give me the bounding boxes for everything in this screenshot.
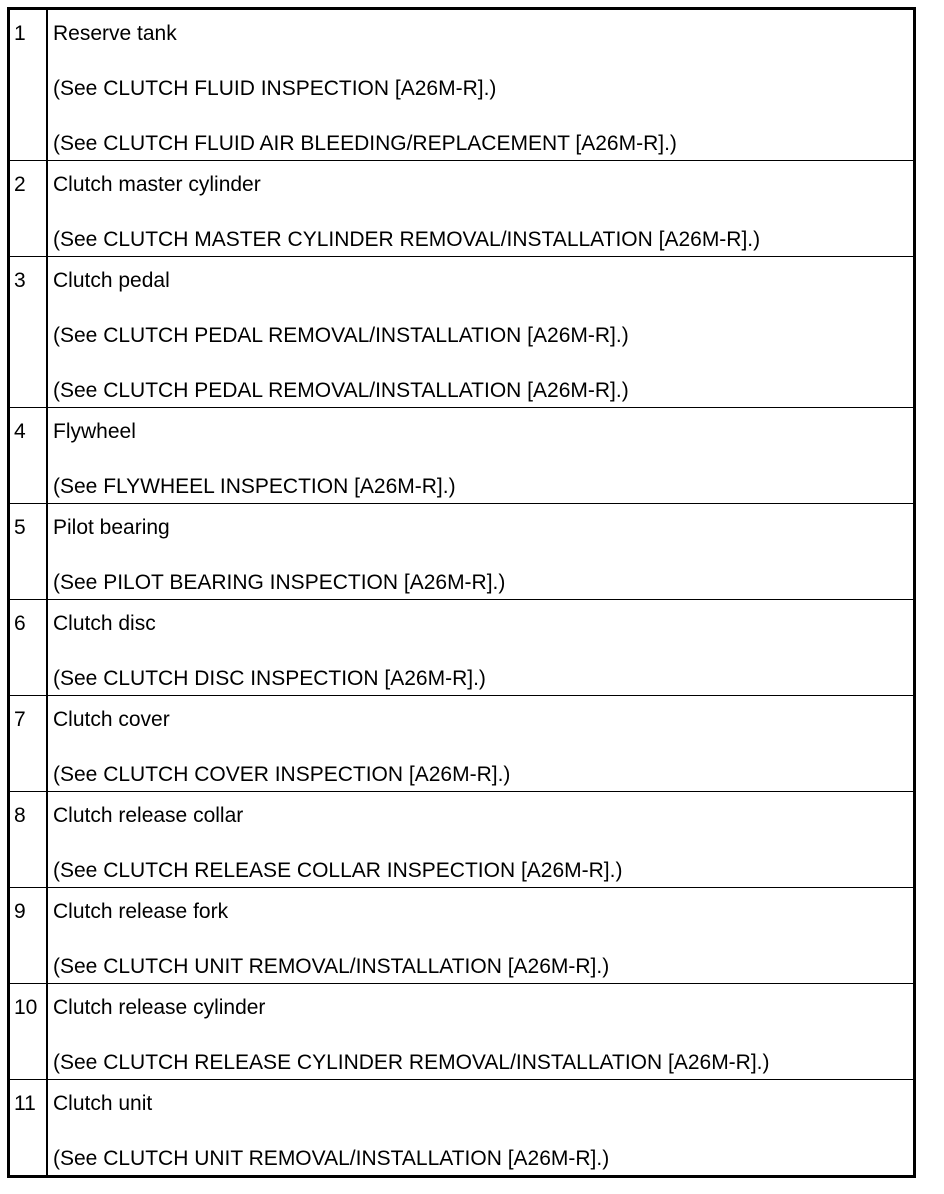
table-row — [9, 408, 915, 504]
part-name: Clutch pedal — [53, 269, 170, 292]
table-row — [9, 1080, 915, 1177]
part-name: Pilot bearing — [53, 516, 170, 539]
table-row — [9, 161, 915, 257]
table-row — [9, 600, 915, 696]
part-name: Clutch unit — [53, 1092, 153, 1115]
reference-link[interactable]: (See CLUTCH RELEASE CYLINDER REMOVAL/INSTALLATION [A26M-R].) — [53, 1051, 770, 1074]
table-row — [9, 257, 915, 408]
item-description — [47, 504, 915, 600]
part-name: Clutch master cylinder — [53, 173, 261, 196]
item-description — [47, 600, 915, 696]
part-name: Reserve tank — [53, 22, 177, 45]
parts-table — [7, 7, 916, 1178]
part-name: Clutch release fork — [53, 900, 229, 923]
table-row — [9, 9, 915, 161]
item-description — [47, 408, 915, 504]
reference-link[interactable]: (See CLUTCH DISC INSPECTION [A26M-R].) — [53, 667, 486, 690]
part-name: Flywheel — [53, 420, 136, 443]
reference-link[interactable]: (See CLUTCH FLUID INSPECTION [A26M-R].) — [53, 77, 497, 100]
table-row — [9, 696, 915, 792]
reference-link[interactable]: (See CLUTCH COVER INSPECTION [A26M-R].) — [53, 763, 511, 786]
table-row — [9, 504, 915, 600]
item-number: 5 — [9, 504, 48, 600]
table-row — [9, 888, 915, 984]
item-description — [47, 161, 915, 257]
item-number: 3 — [9, 257, 48, 408]
part-name: Clutch cover — [53, 708, 170, 731]
parts-table-body — [9, 9, 915, 1177]
item-number: 4 — [9, 408, 48, 504]
reference-link[interactable]: (See CLUTCH UNIT REMOVAL/INSTALLATION [A26M-R].) — [53, 1147, 610, 1170]
reference-link[interactable]: (See CLUTCH UNIT REMOVAL/INSTALLATION [A26M-R].) — [53, 955, 610, 978]
item-description — [47, 9, 915, 161]
item-number: 6 — [9, 600, 48, 696]
item-description — [47, 792, 915, 888]
reference-link[interactable]: (See CLUTCH MASTER CYLINDER REMOVAL/INSTALLATION [A26M-R].) — [53, 228, 761, 251]
item-description — [47, 1080, 915, 1177]
table-row — [9, 792, 915, 888]
item-number: 10 — [9, 984, 48, 1080]
reference-link[interactable]: (See CLUTCH FLUID AIR BLEEDING/REPLACEMENT [A26M-R].) — [53, 132, 677, 155]
item-number: 11 — [9, 1080, 48, 1177]
item-number: 2 — [9, 161, 48, 257]
part-name: Clutch release collar — [53, 804, 244, 827]
reference-link[interactable]: (See FLYWHEEL INSPECTION [A26M-R].) — [53, 475, 456, 498]
table-row — [9, 984, 915, 1080]
reference-link[interactable]: (See PILOT BEARING INSPECTION [A26M-R].) — [53, 571, 506, 594]
reference-link[interactable]: (See CLUTCH PEDAL REMOVAL/INSTALLATION [A26M-R].) — [53, 324, 629, 347]
item-number: 9 — [9, 888, 48, 984]
item-description — [47, 696, 915, 792]
part-name: Clutch disc — [53, 612, 156, 635]
item-number: 1 — [9, 9, 48, 161]
item-description — [47, 257, 915, 408]
reference-link[interactable]: (See CLUTCH RELEASE COLLAR INSPECTION [A26M-R].) — [53, 859, 623, 882]
item-number: 7 — [9, 696, 48, 792]
part-name: Clutch release cylinder — [53, 996, 266, 1019]
item-description — [47, 888, 915, 984]
item-number: 8 — [9, 792, 48, 888]
item-description — [47, 984, 915, 1080]
reference-link[interactable]: (See CLUTCH PEDAL REMOVAL/INSTALLATION [A26M-R].) — [53, 379, 629, 402]
